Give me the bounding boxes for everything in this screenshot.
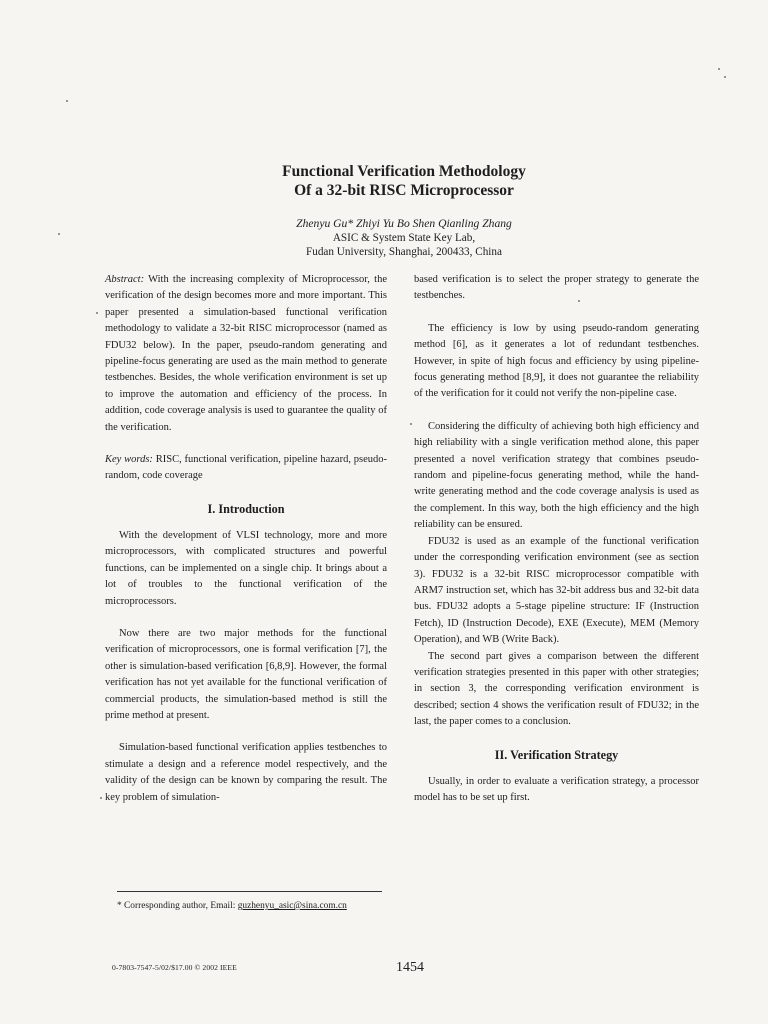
- section-heading-verification-strategy: II. Verification Strategy: [494, 747, 619, 762]
- authors: Zhenyu Gu* Zhiyi Yu Bo Shen Qianling Zhang: [296, 217, 512, 230]
- right-paragraph-2: The efficiency is low by using pseudo-random generating method [6], as it generates a lot of redundant testbenches. However, in spite of high focus and efficiency by using pipeline-focus generating method [8,9], it does not guarantee the reliability of the verification for it could not verify the non-pipeline case.: [414, 322, 699, 400]
- section-heading-introduction: I. Introduction: [207, 501, 285, 516]
- scan-speck: [96, 312, 98, 314]
- left-column: [105, 272, 387, 822]
- footnote-divider: [117, 891, 382, 892]
- footnote-prefix: * Corresponding author, Email:: [117, 901, 238, 911]
- scan-speck: [66, 100, 68, 102]
- scan-speck: [724, 76, 726, 78]
- right-paragraph-5: The second part gives a comparison between the different verification strategies presented in this paper with other strategies; in section 3, the corresponding verification environment is described; section 4 shows the verification result of FDU32; in the last, the paper comes to a conclusion.: [414, 650, 699, 728]
- paper-title-line-1: Functional Verification Methodology: [282, 163, 526, 180]
- affiliation-university: Fudan University, Shanghai, 200433, China: [306, 246, 502, 258]
- keywords: [105, 452, 387, 485]
- scan-speck: [578, 300, 580, 302]
- affiliation-lab: ASIC & System State Key Lab,: [332, 232, 476, 244]
- abstract: [105, 272, 387, 436]
- intro-paragraph-2: Now there are two major methods for the functional verification of microprocessors, one is formal verification [7], the other is simulation-based verification [6,8,9]. However, the formal verification has not yet available for the functional verification of commercial products, the simulation-based method is still the prime method at present.: [105, 627, 387, 721]
- keywords-label: Key words:: [105, 454, 153, 466]
- scan-speck: [410, 423, 412, 425]
- intro-paragraph-3: Simulation-based functional verification applies testbenches to stimulate a design and a reference model respectively, and the validity of the design can be known by comparing the result. The key problem of simulation-: [105, 742, 387, 803]
- title-block: [0, 162, 768, 259]
- keywords-text: RISC, functional verification, pipeline hazard, pseudo-random, code coverage: [105, 454, 387, 482]
- abstract-text: With the increasing complexity of Microprocessor, the verification of the design becomes more and more important. This paper presented a simulation-based functional verification methodology to validate a 32-bit RISC microprocessor (named as FDU32 below). In the paper, pseudo-random generating and pipeline-focus generating are used as the main method to generate testbenches. Besides, the whole verification environment is set up to improve the automation and efficiency of the process. In addition, code coverage analysis is used to guarantee the quality of the verification.: [105, 274, 387, 433]
- abstract-label: Abstract:: [105, 274, 145, 285]
- paper-title-line-2: Of a 32-bit RISC Microprocessor: [294, 182, 514, 199]
- scan-speck: [718, 68, 720, 70]
- right-paragraph-6: Usually, in order to evaluate a verification strategy, a processor model has to be set up first.: [414, 775, 699, 803]
- scan-speck: [58, 233, 60, 235]
- scan-speck: [100, 797, 102, 799]
- footnote: [117, 900, 407, 913]
- footer-isbn: 0-7803-7547-5/02/$17.00 © 2002 IEEE: [112, 963, 237, 972]
- page-number: 1454: [396, 960, 424, 975]
- right-paragraph-3: Considering the difficulty of achieving both high efficiency and high reliability with a single verification method alone, this paper presented a novel verification strategy that combines pseudo-random and pipeline-focus generating method, while the hand-write generating method and the code coverage analysis is used as the complement. In this way, both the high efficiency and the high reliability can be ensured.: [414, 420, 699, 531]
- footnote-email: guzhenyu_asic@sina.com.cn: [237, 901, 347, 911]
- right-paragraph-4: FDU32 is used as an example of the functional verification under the corresponding verification environment (see as section 3). FDU32 is a 32-bit RISC microprocessor compatible with ARM7 instruction set, which has 32-bit address bus and 32-bit data bus. FDU32 adopts a 5-stage pipeline structure: IF (Instruction Fetch), ID (Instruction Decode), EXE (Execute), MEM (Memory Operation), and WB (Write Back).: [414, 535, 699, 646]
- intro-paragraph-1: With the development of VLSI technology, more and more microprocessors, with complicated structures and powerful functions, can be implemented on a single chip. It brings about a lot of troubles to the functional verification of the microprocessors.: [105, 529, 387, 607]
- right-paragraph-1: based verification is to select the proper strategy to generate the testbenches.: [414, 274, 699, 302]
- right-column: [414, 272, 699, 822]
